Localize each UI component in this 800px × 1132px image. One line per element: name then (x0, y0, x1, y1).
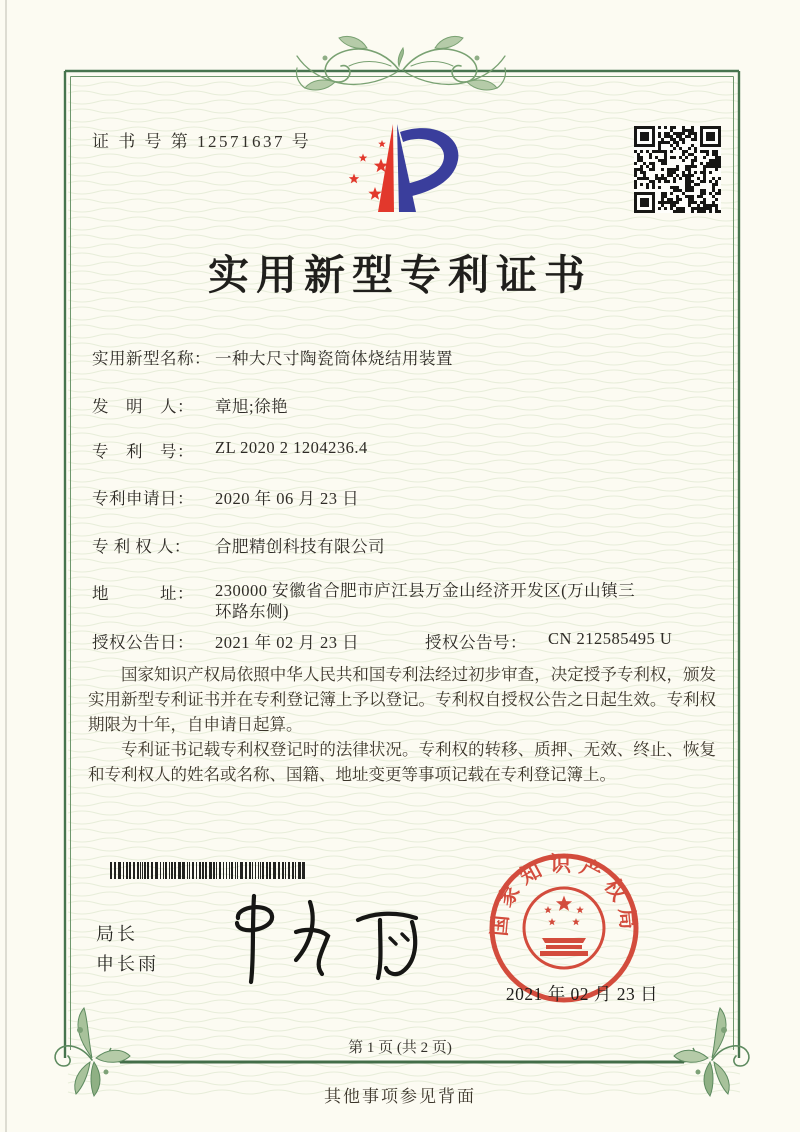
back-note: 其他事项参见背面 (324, 1087, 476, 1106)
handwritten-signature (230, 890, 435, 985)
field-label: 地 址： (92, 584, 194, 603)
qr-code (634, 126, 721, 213)
certificate-title: 实用新型专利证书 (208, 252, 592, 298)
seal-ring-text: 国家知识产权局 (487, 852, 641, 938)
certificate-number: 证 书 号 第 12571637 号 (92, 132, 312, 151)
field-label-grant-number: 授权公告号： (425, 633, 527, 652)
emblem-stars (544, 896, 584, 926)
field-filing-date (92, 485, 359, 509)
field-label: 实用新型名称： (92, 349, 211, 368)
cnipa-logo-icon (348, 120, 466, 220)
field-value: 2020 年 06 月 23 日 (215, 489, 360, 508)
page-indicator: 第 1 页 (共 2 页) (348, 1040, 452, 1056)
field-value: ZL 2020 2 1204236.4 (215, 438, 368, 457)
field-invention-name (92, 345, 453, 369)
field-value: 230000 安徽省合肥市庐江县万金山经济开发区(万山镇三环路东侧) (215, 581, 636, 622)
field-value: 章旭;徐艳 (215, 397, 289, 416)
field-label: 发 明 人： (92, 397, 194, 416)
field-value: 一种大尺寸陶瓷筒体烧结用装置 (215, 349, 453, 368)
barcode (110, 862, 310, 879)
field-label: 专 利 号： (92, 442, 194, 461)
field-value-grant-date: 2021 年 02 月 23 日 (215, 633, 360, 652)
field-patentee (92, 533, 385, 557)
logo-blue-bowl (400, 128, 458, 197)
signatory-name: 申长雨 (96, 954, 159, 974)
field-value: 合肥精创科技有限公司 (215, 537, 385, 556)
field-label: 专利申请日： (92, 489, 194, 508)
field-inventor (92, 393, 288, 417)
legal-paragraph-1: 国家知识产权局依照中华人民共和国专利法经过初步审查，决定授予专利权，颁发实用新型专利证书并在专利登记簿上予以登记。专利权自授权公告之日起生效。专利权期限为十年，自申请日起算。 (88, 665, 716, 735)
scan-edge (5, 0, 7, 1132)
signatory-title: 局长 (96, 924, 138, 944)
field-value-grant-number: CN 212585495 U (548, 629, 673, 648)
svg-text:国家知识产权局 (487, 852, 641, 937)
emblem-gate (540, 938, 588, 956)
field-patent-number (92, 438, 368, 462)
seal-date: 2021 年 02 月 23 日 (505, 984, 659, 1004)
field-label-grant-date: 授权公告日： (92, 633, 194, 652)
top-ornament (296, 36, 505, 90)
field-grant-row (92, 629, 672, 653)
legal-paragraph-2: 专利证书记载专利权登记时的法律状况。专利权的转移、质押、无效、终止、恢复和专利权人的姓名或名称、国籍、地址变更等事项记载在专利登记簿上。 (88, 740, 716, 785)
legal-text (88, 662, 716, 787)
field-label: 专 利 权 人： (92, 537, 191, 556)
field-address (92, 580, 650, 623)
